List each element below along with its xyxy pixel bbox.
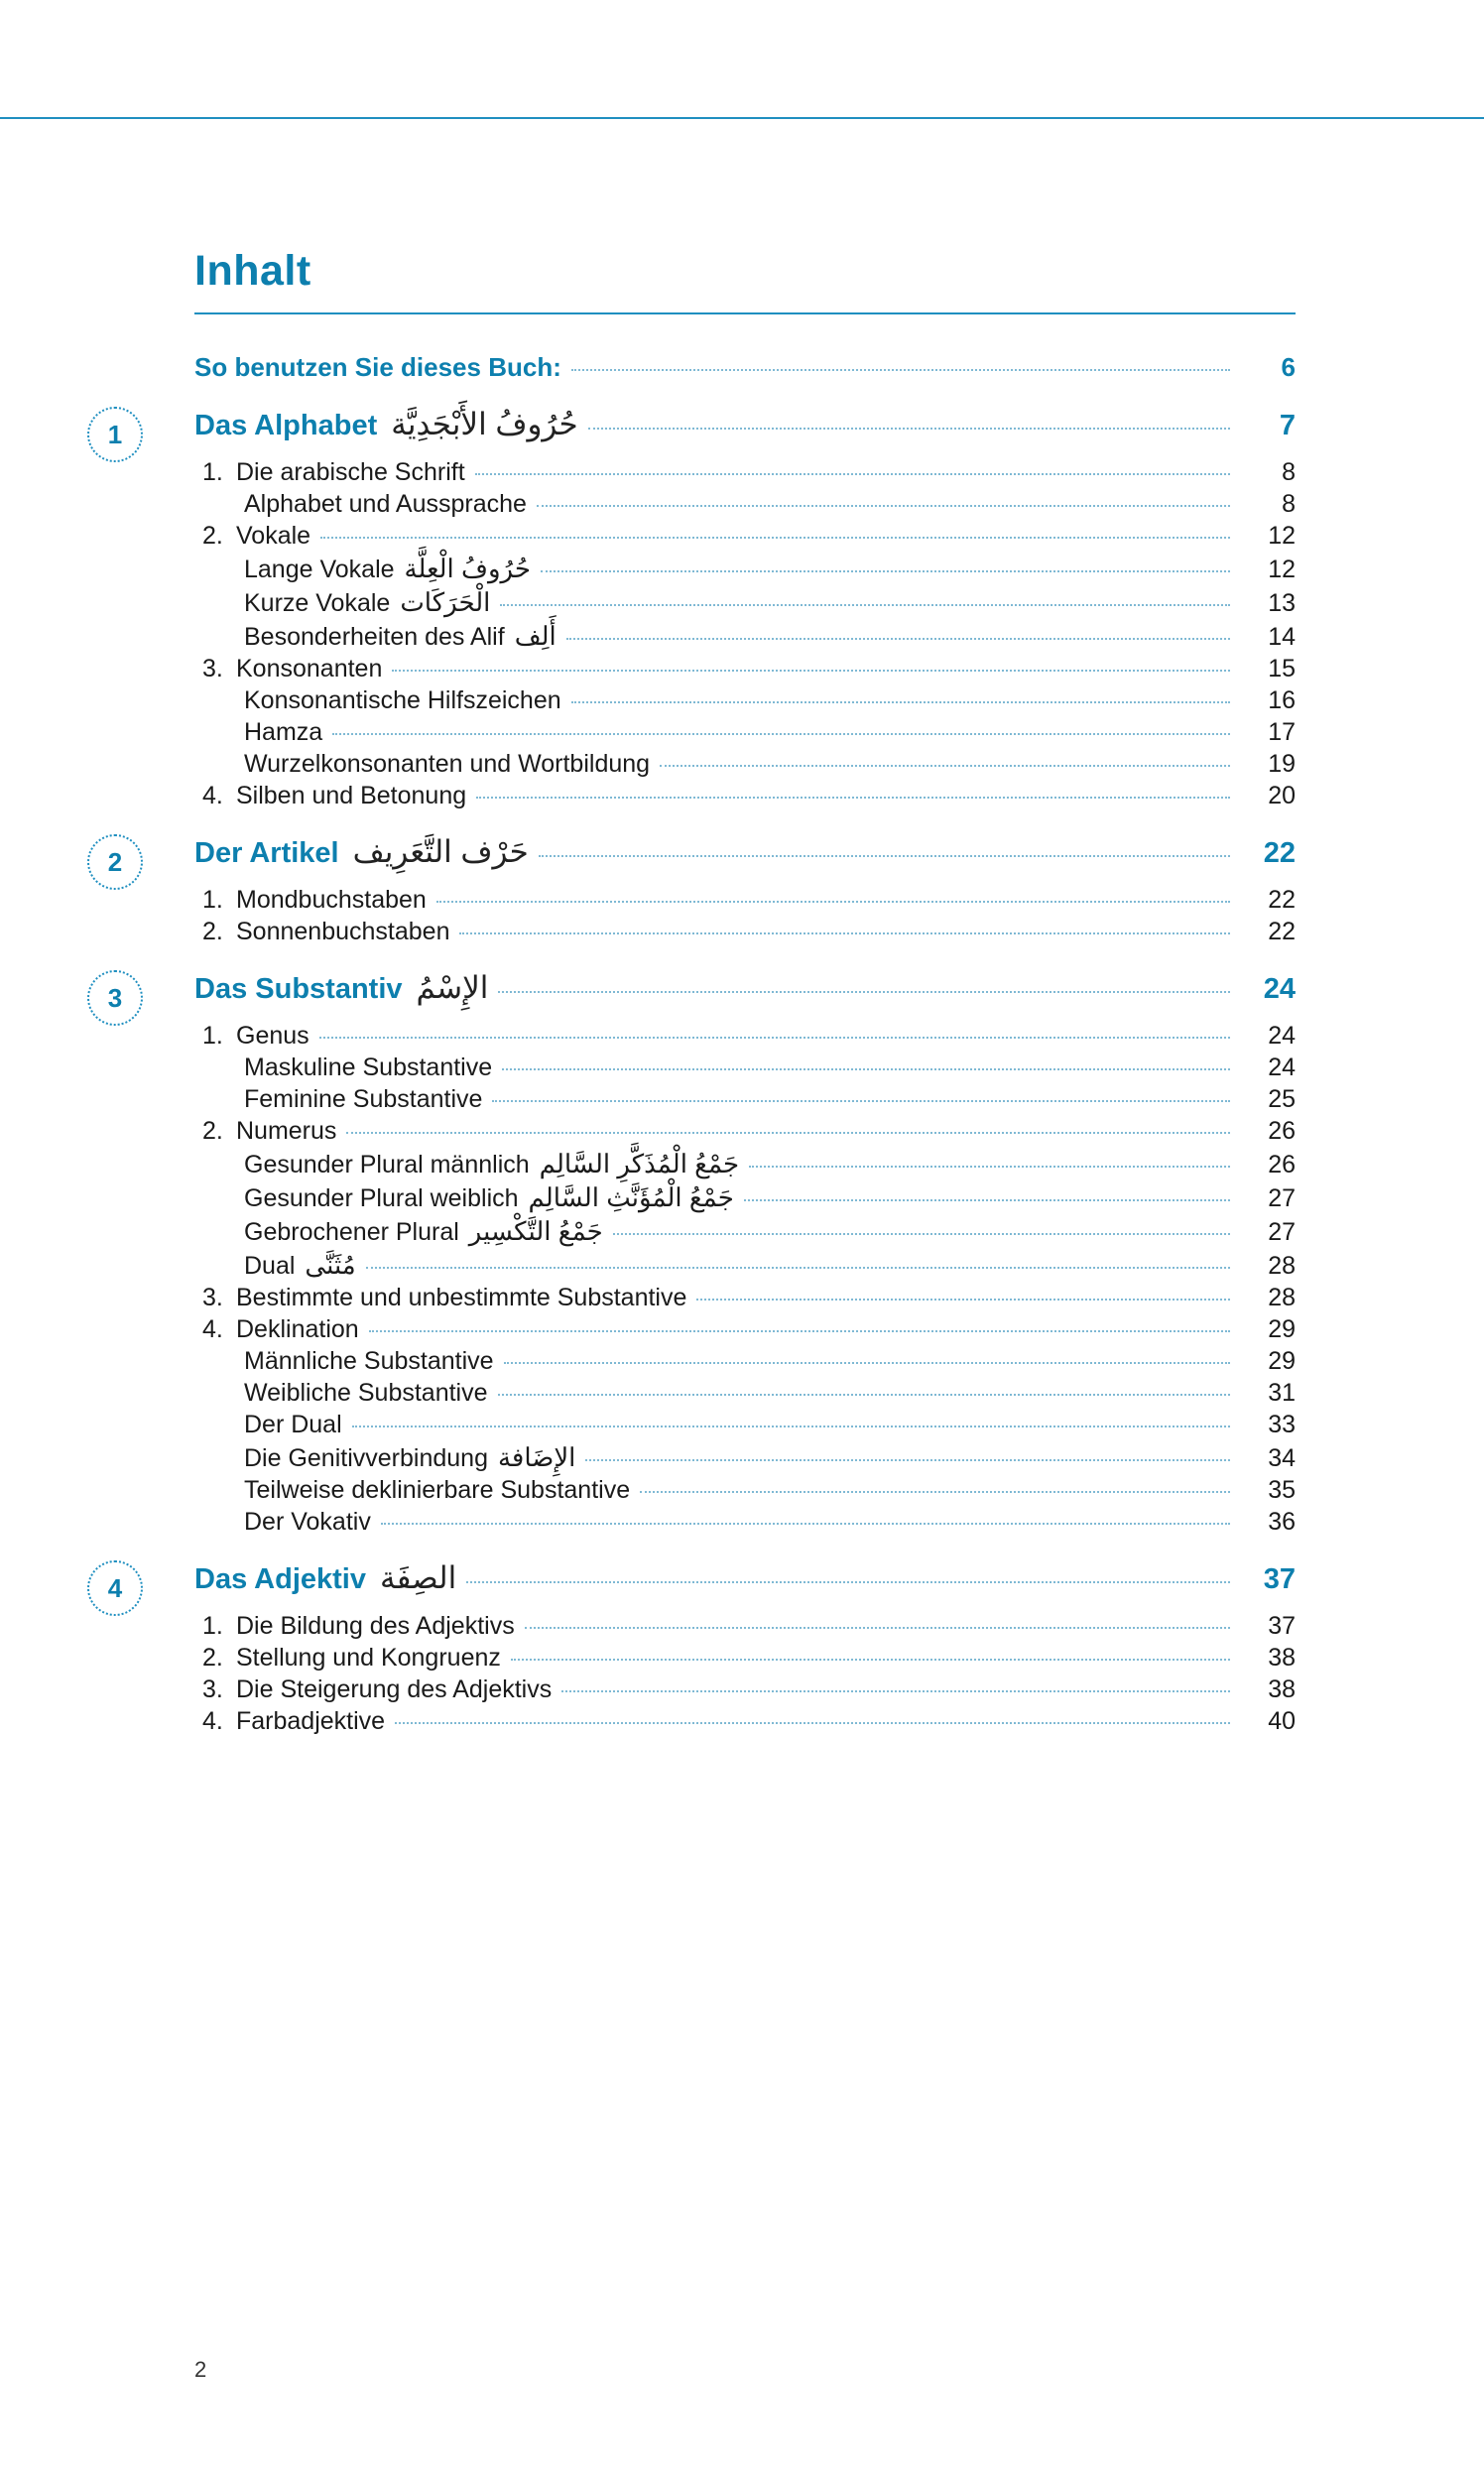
leader-dots: [749, 1166, 1230, 1168]
toc-chapter-label: Das Alphabet: [194, 410, 378, 442]
toc-chapter-arabic-title: الإِسْمُ: [416, 970, 489, 1006]
toc-chapter: [107, 407, 1296, 810]
toc-content: [107, 247, 1296, 1739]
toc-entry-label: Hamza: [244, 718, 323, 747]
toc-entry-page: 19: [1268, 750, 1296, 779]
toc-entry[interactable]: [202, 1675, 1296, 1704]
toc-entry[interactable]: [244, 1054, 1296, 1082]
leader-dots: [561, 1690, 1230, 1692]
toc-entry[interactable]: [244, 621, 1296, 652]
toc-entry[interactable]: [244, 750, 1296, 779]
toc-entry-label: Die Steigerung des Adjektivs: [236, 1675, 553, 1704]
toc-entry-label: Der Dual: [244, 1411, 342, 1439]
toc-entry[interactable]: [202, 1315, 1296, 1344]
toc-chapter-arabic-title: حَرْف التَّعَرِيف: [352, 834, 529, 870]
toc-entry-number: 3.: [202, 1675, 223, 1704]
toc-entry-page: 6: [1281, 352, 1296, 383]
toc-entry-number: 4.: [202, 1315, 223, 1344]
toc-chapter-label: Der Artikel: [194, 837, 339, 870]
toc-entry[interactable]: [202, 458, 1296, 487]
toc-entry-label: Teilweise deklinierbare Substantive: [244, 1476, 631, 1505]
toc-entry[interactable]: [244, 1182, 1296, 1213]
toc-entry-number: 3.: [202, 1284, 223, 1312]
toc-chapter: [107, 970, 1296, 1537]
toc-entry-page: 28: [1268, 1252, 1296, 1281]
leader-dots: [332, 733, 1230, 735]
toc-entry-label: Wurzelkonsonanten und Wortbildung: [244, 750, 651, 779]
toc-entry-page: 38: [1268, 1675, 1296, 1704]
toc-entry-page: 33: [1268, 1411, 1296, 1439]
toc-entry-label: Maskuline Substantive: [244, 1054, 493, 1082]
toc-entry[interactable]: [244, 587, 1296, 618]
title-divider: [194, 312, 1296, 314]
toc-entry-page: 25: [1268, 1085, 1296, 1114]
toc-entry-label: Deklination: [236, 1315, 359, 1344]
toc-entry[interactable]: [202, 1117, 1296, 1146]
leader-dots: [537, 505, 1230, 507]
leader-dots: [613, 1233, 1230, 1235]
toc-entry-page: 22: [1268, 886, 1296, 915]
toc-entry[interactable]: [202, 886, 1296, 915]
toc-chapter-arabic-title: الصِفَة: [380, 1560, 457, 1596]
toc-entry-page: 37: [1268, 1612, 1296, 1641]
toc-entry-page: 17: [1268, 718, 1296, 747]
toc-chapter-row[interactable]: [107, 1560, 1296, 1603]
toc-entry[interactable]: [202, 918, 1296, 946]
toc-entry-number: 1.: [202, 1612, 223, 1641]
toc-entry-page: 29: [1268, 1315, 1296, 1344]
toc-entry-label: Lange Vokale: [244, 556, 395, 584]
toc-entry-intro[interactable]: [194, 352, 1296, 383]
leader-dots: [392, 670, 1230, 672]
toc-entry[interactable]: [244, 718, 1296, 747]
toc-entry-number: 1.: [202, 458, 223, 487]
leader-dots: [571, 701, 1230, 703]
toc-entry-label: Der Vokativ: [244, 1508, 371, 1537]
toc-entry-page: 24: [1268, 1022, 1296, 1051]
leader-dots: [566, 638, 1230, 640]
toc-entry-label: Mondbuchstaben: [236, 886, 427, 915]
toc-entry[interactable]: [244, 1250, 1296, 1281]
chapter-number-badge: 1: [87, 407, 143, 462]
toc-entry-number: 1.: [202, 886, 223, 915]
toc-entry-page: 26: [1268, 1151, 1296, 1179]
toc-entry-number: 1.: [202, 1022, 223, 1051]
leader-dots: [585, 1459, 1230, 1461]
leader-dots: [571, 369, 1230, 371]
toc-entry-label: Alphabet und Aussprache: [244, 490, 527, 519]
top-rule: [0, 117, 1484, 119]
leader-dots: [320, 537, 1230, 539]
toc-entry-page: 15: [1268, 655, 1296, 683]
leader-dots: [660, 765, 1230, 767]
toc-entry[interactable]: [244, 1216, 1296, 1247]
toc-entry-label: Vokale: [236, 522, 311, 551]
leader-dots: [369, 1330, 1230, 1332]
toc-entry-number: 3.: [202, 655, 223, 683]
chapter-number-badge: 2: [87, 834, 143, 890]
toc-entry-label: Farbadjektive: [236, 1707, 386, 1736]
chapter-number-badge: 3: [87, 970, 143, 1026]
toc-entry-label: Genus: [236, 1022, 309, 1051]
leader-dots: [476, 797, 1230, 799]
toc-chapter-row[interactable]: [107, 834, 1296, 877]
toc-entry-label: Silben und Betonung: [236, 782, 467, 810]
toc-entry[interactable]: [244, 1442, 1296, 1473]
toc-entry-page: 8: [1282, 458, 1296, 487]
leader-dots: [475, 473, 1230, 475]
toc-entry-label: Gesunder Plural weiblich: [244, 1184, 519, 1213]
toc-entry-label: Die Bildung des Adjektivs: [236, 1612, 515, 1641]
toc-entry-label: Numerus: [236, 1117, 337, 1146]
toc-entry[interactable]: [202, 1707, 1296, 1736]
toc-entry-page: 12: [1268, 522, 1296, 551]
toc-entry-page: 35: [1268, 1476, 1296, 1505]
toc-chapter-page: 37: [1263, 1563, 1296, 1596]
toc-chapter-list: [107, 407, 1296, 1736]
toc-chapter-page: 7: [1279, 410, 1296, 442]
toc-entry-label: Sonnenbuchstaben: [236, 918, 450, 946]
toc-entry-number: 2.: [202, 522, 223, 551]
toc-entry[interactable]: [244, 1476, 1296, 1505]
toc-entry-page: 27: [1268, 1184, 1296, 1213]
toc-entry[interactable]: [202, 782, 1296, 810]
leader-dots: [500, 604, 1230, 606]
toc-entry-page: 31: [1268, 1379, 1296, 1408]
leader-dots: [352, 1426, 1230, 1427]
toc-entry-arabic: أَلِف: [514, 621, 556, 652]
toc-entry-number: 2.: [202, 1117, 223, 1146]
toc-entry-page: 20: [1268, 782, 1296, 810]
toc-entry-label: Kurze Vokale: [244, 589, 391, 618]
toc-entry-label: Stellung und Kongruenz: [236, 1644, 501, 1673]
leader-dots: [539, 855, 1230, 857]
toc-entry-label: So benutzen Sie dieses Buch:: [194, 352, 561, 383]
toc-entry-page: 24: [1268, 1054, 1296, 1082]
toc-entry[interactable]: [202, 522, 1296, 551]
toc-entry[interactable]: [202, 1284, 1296, 1312]
toc-entry-arabic: حُرُوفُ الْعِلَّة: [404, 554, 531, 584]
toc-entry[interactable]: [244, 1379, 1296, 1408]
toc-entry-label: Besonderheiten des Alif: [244, 623, 505, 652]
leader-dots: [504, 1362, 1230, 1364]
leader-dots: [492, 1100, 1230, 1102]
toc-chapter-page: 22: [1263, 837, 1296, 870]
leader-dots: [466, 1581, 1230, 1583]
toc-chapter-row[interactable]: [107, 970, 1296, 1013]
toc-entry-number: 4.: [202, 1707, 223, 1736]
toc-entry-page: 34: [1268, 1444, 1296, 1473]
toc-entry-arabic: مُثَنَّى: [305, 1250, 356, 1281]
toc-entry[interactable]: [244, 1411, 1296, 1439]
toc-entry-label: Konsonantische Hilfszeichen: [244, 686, 561, 715]
folio-number: 2: [194, 2357, 207, 2382]
leader-dots: [588, 428, 1230, 430]
toc-entry-page: 22: [1268, 918, 1296, 946]
leader-dots: [541, 570, 1230, 572]
toc-chapter-label: Das Substantiv: [194, 973, 403, 1006]
toc-entry-page: 8: [1282, 490, 1296, 519]
toc-entry-page: 36: [1268, 1508, 1296, 1537]
toc-entry-label: Gesunder Plural männlich: [244, 1151, 530, 1179]
toc-chapter: [107, 1560, 1296, 1736]
leader-dots: [381, 1523, 1230, 1525]
toc-entry[interactable]: [244, 554, 1296, 584]
toc-entry-page: 14: [1268, 623, 1296, 652]
toc-entry-label: Die Genitivverbindung: [244, 1444, 488, 1473]
toc-entry[interactable]: [244, 1149, 1296, 1179]
toc-entry[interactable]: [244, 686, 1296, 715]
toc-entry-arabic: جَمْعُ الْمُؤَنَّثِ السَّالِم: [528, 1182, 734, 1213]
toc-entry-label: Feminine Substantive: [244, 1085, 483, 1114]
toc-entry-label: Bestimmte und unbestimmte Substantive: [236, 1284, 687, 1312]
toc-chapter-label: Das Adjektiv: [194, 1563, 366, 1596]
toc-entry-arabic: الإِضَافة: [497, 1442, 576, 1473]
leader-dots: [696, 1299, 1230, 1301]
toc-entry-arabic: جَمْعُ التَّكْسِير: [468, 1216, 603, 1247]
toc-entry-page: 16: [1268, 686, 1296, 715]
leader-dots: [640, 1491, 1230, 1493]
toc-entry[interactable]: [244, 1508, 1296, 1537]
toc-entry-page: 29: [1268, 1347, 1296, 1376]
toc-entry-label: Die arabische Schrift: [236, 458, 465, 487]
toc-chapter-row[interactable]: [107, 407, 1296, 449]
toc-entry-number: 2.: [202, 1644, 223, 1673]
toc-entry-label: Konsonanten: [236, 655, 383, 683]
leader-dots: [436, 901, 1230, 903]
toc-entry-page: 13: [1268, 589, 1296, 618]
toc-chapter-arabic-title: حُرُوفُ الأَبْجَدِيَّة: [391, 407, 578, 442]
toc-entry-number: 2.: [202, 918, 223, 946]
page-title: Inhalt: [194, 247, 311, 295]
toc-entry-page: 27: [1268, 1218, 1296, 1247]
toc-entry-page: 28: [1268, 1284, 1296, 1312]
toc-entry-number: 4.: [202, 782, 223, 810]
toc-entry[interactable]: [244, 490, 1296, 519]
toc-entry-page: 26: [1268, 1117, 1296, 1146]
chapter-number-badge: 4: [87, 1560, 143, 1616]
leader-dots: [498, 1394, 1230, 1396]
leader-dots: [459, 932, 1230, 934]
toc-entry[interactable]: [202, 655, 1296, 683]
toc-entry-label: Männliche Substantive: [244, 1347, 494, 1376]
toc-entry-arabic: الْحَرَكَات: [400, 587, 491, 618]
toc-chapter-page: 24: [1263, 973, 1296, 1006]
leader-dots: [525, 1627, 1230, 1629]
toc-entry-arabic: جَمْعُ الْمُذَكَّرِ السَّالِم: [539, 1149, 740, 1179]
leader-dots: [366, 1267, 1230, 1269]
toc-entry-page: 38: [1268, 1644, 1296, 1673]
leader-dots: [319, 1037, 1230, 1039]
toc-entry[interactable]: [202, 1022, 1296, 1051]
leader-dots: [511, 1659, 1230, 1661]
leader-dots: [498, 991, 1230, 993]
leader-dots: [744, 1199, 1230, 1201]
toc-entry-label: Dual: [244, 1252, 296, 1281]
toc-entry-page: 12: [1268, 556, 1296, 584]
leader-dots: [395, 1722, 1230, 1724]
leader-dots: [346, 1132, 1230, 1134]
leader-dots: [502, 1068, 1230, 1070]
toc-chapter: [107, 834, 1296, 946]
toc-entry-label: Gebrochener Plural: [244, 1218, 459, 1247]
toc-entry-label: Weibliche Substantive: [244, 1379, 488, 1408]
toc-entry-page: 40: [1268, 1707, 1296, 1736]
toc-entry[interactable]: [244, 1347, 1296, 1376]
toc-entry[interactable]: [202, 1644, 1296, 1673]
toc-entry[interactable]: [202, 1612, 1296, 1641]
toc-entry[interactable]: [244, 1085, 1296, 1114]
